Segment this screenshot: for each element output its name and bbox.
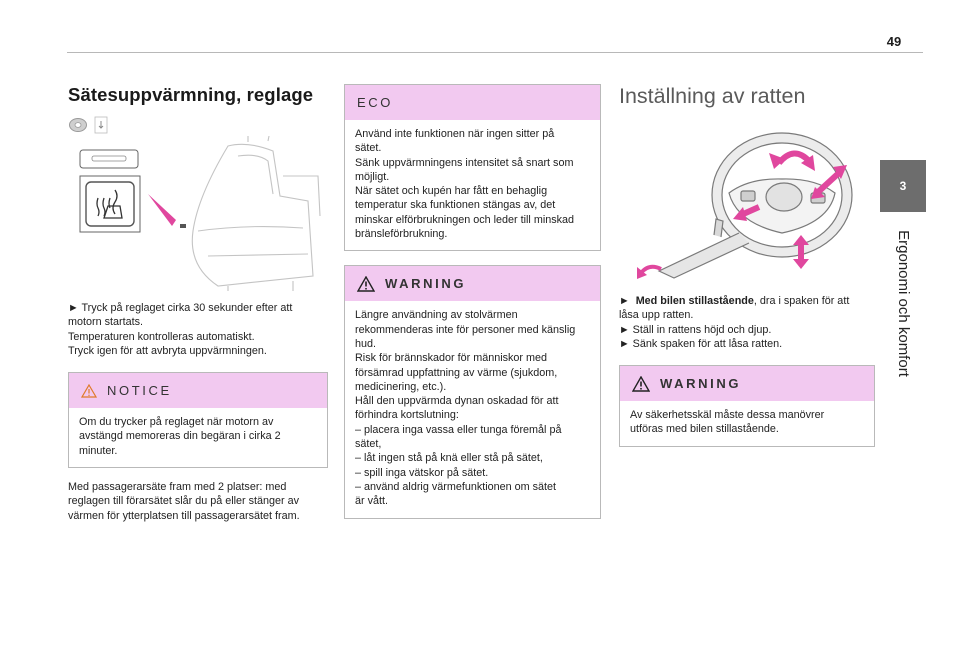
passenger-line-3: värmen för ytterplatsen till passagerarsätet fram. [68, 509, 300, 522]
notice-label: NOTICE [107, 383, 172, 399]
passenger-line-1: Med passagerarsäte fram med 2 platser: med [68, 481, 287, 494]
eco-line-8: bränsleförbrukning. [355, 228, 448, 241]
chapter-title [880, 218, 926, 388]
steering-step-1-cont: låsa upp ratten. [619, 309, 694, 322]
eco-line-3: Sänk uppvärmningens intensitet så snart som [355, 156, 574, 169]
eco-line-2: sätet. [355, 142, 382, 155]
instruction-line-4: Tryck igen för att avbryta uppvärmningen. [68, 344, 267, 357]
warning-line-3: hud. [355, 337, 377, 350]
warning-triangle-icon [632, 376, 650, 392]
notice-box [68, 372, 328, 468]
eco-body [345, 120, 600, 250]
warning-line-1: Längre användning av stolvärmen [355, 309, 518, 322]
warning-box-steering [619, 365, 875, 447]
model-icons [68, 116, 328, 134]
chapter-tab[interactable]: 3 [880, 160, 926, 212]
notice-line-3: minuter. [79, 444, 118, 457]
steering-wheel-icon [68, 117, 88, 133]
steering-warning-line-1: Av säkerhetsskäl måste dessa manövrer [630, 409, 825, 422]
warning-box-seat [344, 265, 601, 518]
warning-line-12: – spill inga vätskor på sätet. [355, 466, 489, 479]
steering-title: Inställning av ratten [619, 84, 806, 108]
passenger-line-2: reglagen till förarsätet slår du på eller stänger av [68, 495, 300, 508]
seat-heating-illustration [68, 136, 328, 291]
middle-callouts [344, 84, 601, 519]
eco-line-6: temperatur ska funktionen stängas av, det [355, 199, 556, 212]
warning-line-8: förhindra kortslutning: [355, 409, 459, 422]
warning-body-seat [345, 301, 600, 517]
steering-step-1: ► Med bilen stillastående, dra i spaken för att [619, 295, 850, 307]
steering-wheel-illustration [619, 123, 875, 283]
eco-line-4: möjligt. [355, 170, 390, 183]
warning-triangle-icon [81, 384, 97, 398]
small-seat-icon [94, 116, 108, 134]
warning-label-seat: WARNING [385, 276, 467, 292]
instruction-line-3: Temperaturen kontrolleras automatiskt. [68, 330, 255, 343]
steering-step-1-bold: Med bilen stillastående [635, 295, 754, 307]
warning-triangle-icon [357, 276, 375, 292]
chapter-title-text: Ergonomi och komfort [894, 229, 912, 377]
warning-header-steering [620, 366, 874, 401]
steering-section [619, 84, 875, 447]
warning-line-4: Risk för brännskador för människor med [355, 352, 548, 365]
warning-body-steering [620, 401, 874, 446]
warning-line-6: medicinering, etc.). [355, 380, 447, 393]
steering-step-3: ► Sänk spaken för att låsa ratten. [619, 337, 783, 350]
warning-line-14: är vått. [355, 495, 389, 508]
seat-heating-section [68, 84, 328, 523]
steering-step-2: ► Ställ in rattens höjd och djup. [619, 323, 772, 336]
warning-line-11: – låt ingen stå på knä eller stå på sätet, [355, 452, 543, 465]
eco-header [345, 85, 600, 120]
warning-line-7: Håll den uppvärmda dynan oskadad för att [355, 395, 559, 408]
eco-label: ECO [357, 95, 393, 110]
seat-heating-title: Sätesuppvärmning, reglage [68, 84, 314, 105]
warning-header-seat [345, 266, 600, 301]
steering-warning-line-2: utföras med bilen stillastående. [630, 423, 779, 436]
warning-line-13: – använd aldrig värmefunktionen om sätet [355, 480, 557, 493]
eco-line-1: Använd inte funktionen när ingen sitter på [355, 128, 555, 140]
notice-header [69, 373, 327, 408]
notice-body [69, 408, 327, 467]
notice-line-1: Om du trycker på reglaget när motorn av [79, 416, 274, 429]
warning-line-9: – placera inga vassa eller tunga föremål på [355, 423, 562, 436]
page-number: 49 [886, 34, 902, 49]
eco-box [344, 84, 601, 251]
instruction-line-1: ► Tryck på reglaget cirka 30 sekunder efter att [68, 302, 293, 314]
notice-line-2: avstängd memoreras din begäran i cirka 2 [79, 430, 281, 443]
warning-line-5: försämrad uppfattning av värme (sjukdom, [355, 366, 558, 379]
steering-step-1-rest: , dra i spaken för att [753, 295, 850, 307]
warning-line-2: rekommenderas inte för personer med känslig [355, 323, 576, 336]
eco-line-7: minskar elförbrukningen och leder till minskad [355, 213, 575, 226]
eco-line-5: När sätet och kupén har fått en behaglig [355, 185, 548, 198]
warning-line-10: sätet, [355, 438, 382, 451]
warning-label-steering: WARNING [660, 376, 742, 392]
header-rule [67, 52, 923, 53]
instruction-line-2: motorn startats. [68, 316, 144, 329]
